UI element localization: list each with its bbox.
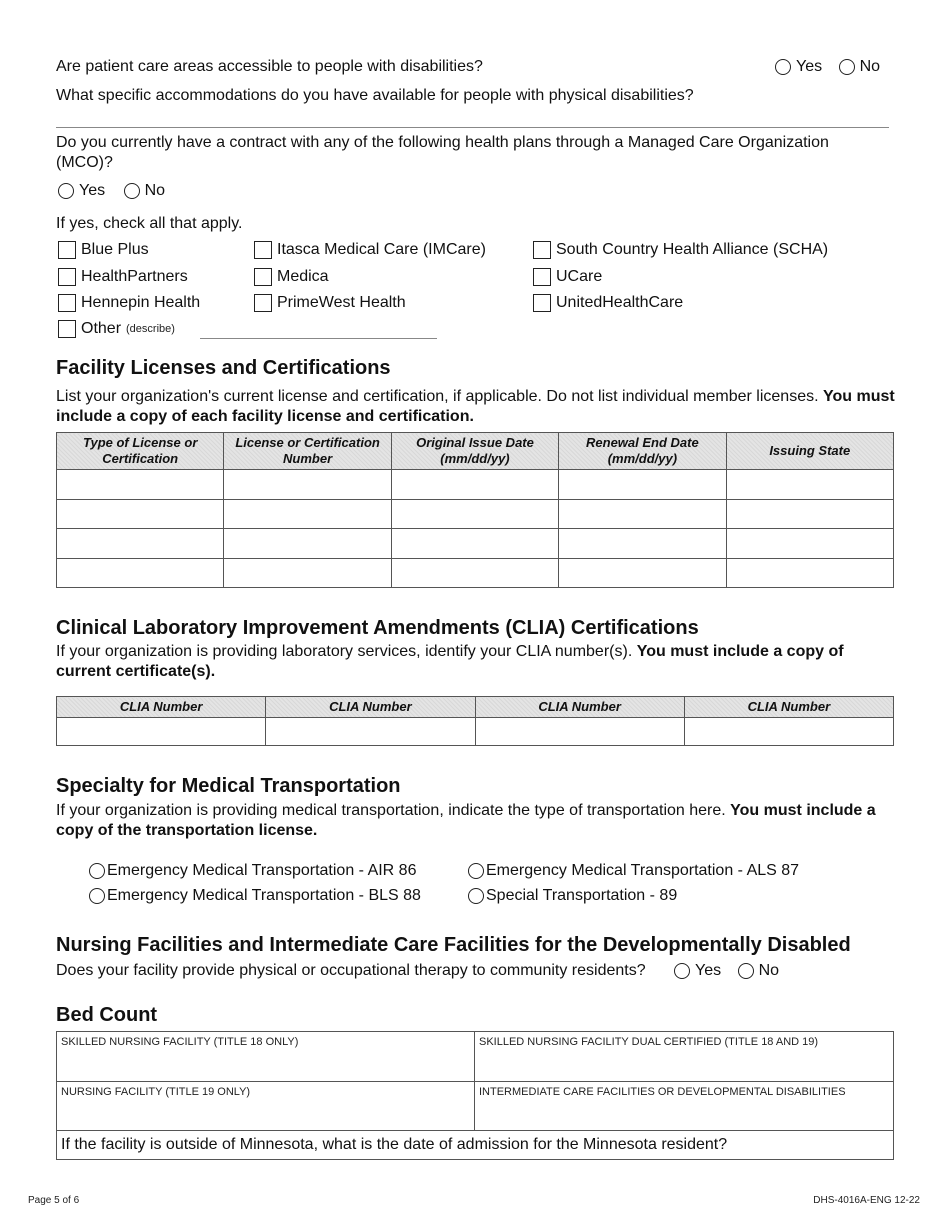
transport-option-special[interactable]: Special Transportation - 89 xyxy=(468,886,677,906)
column-header: CLIA Number xyxy=(266,697,475,718)
plan-checkbox-scha[interactable]: South Country Health Alliance (SCHA) xyxy=(533,240,828,260)
table-cell[interactable] xyxy=(224,559,391,588)
clia-title: Clinical Laboratory Improvement Amendments (CLIA) Certifications xyxy=(56,617,699,639)
checkbox[interactable] xyxy=(58,268,76,286)
clia-table xyxy=(56,696,894,746)
table-cell[interactable] xyxy=(559,529,726,559)
checkbox[interactable] xyxy=(58,294,76,312)
table-cell[interactable] xyxy=(726,559,893,588)
radio-button[interactable] xyxy=(468,888,484,904)
checkbox[interactable] xyxy=(254,241,272,259)
plan-checkbox-itasca[interactable]: Itasca Medical Care (IMCare) xyxy=(254,240,486,260)
mco-yes-option[interactable]: Yes xyxy=(58,181,105,201)
accessibility-options xyxy=(775,57,880,81)
licenses-title: Facility Licenses and Certifications xyxy=(56,357,391,379)
accessibility-no-option[interactable]: No xyxy=(839,57,880,77)
radio-button[interactable] xyxy=(839,59,855,75)
licenses-intro: List your organization's current license and certification, if applicable. Do not list individual member licenses. You must include a copy of each facility license and certification. xyxy=(56,388,895,425)
column-header: Issuing State xyxy=(726,433,893,470)
bed-cell-icf-dd[interactable]: INTERMEDIATE CARE FACILITIES OR DEVELOPMENTAL DISABILITIES xyxy=(475,1082,893,1131)
table-cell[interactable] xyxy=(559,559,726,588)
check-all-label: If yes, check all that apply. xyxy=(56,215,243,232)
table-cell[interactable] xyxy=(475,718,684,746)
nursing-title: Nursing Facilities and Intermediate Care Facilities for the Developmentally Disabled xyxy=(56,934,851,956)
column-header: Renewal End Date (mm/dd/yy) xyxy=(559,433,726,470)
table-cell[interactable] xyxy=(391,500,558,529)
table-cell[interactable] xyxy=(726,500,893,529)
mco-no-option[interactable]: No xyxy=(124,181,165,201)
bed-count-box xyxy=(56,1031,894,1160)
radio-button[interactable] xyxy=(58,183,74,199)
clia-intro: If your organization is providing laboratory services, identify your CLIA number(s). You must include a copy of current certificate(s). xyxy=(56,643,844,680)
plan-checkbox-healthpartners[interactable]: HealthPartners xyxy=(58,267,188,287)
table-cell[interactable] xyxy=(391,559,558,588)
table-cell[interactable] xyxy=(224,500,391,529)
plan-checkbox-unitedhealthcare[interactable]: UnitedHealthCare xyxy=(533,293,683,313)
nursing-no-option[interactable]: No xyxy=(738,961,779,981)
checkbox[interactable] xyxy=(58,320,76,338)
nursing-question: Does your facility provide physical or occupational therapy to community residents? xyxy=(56,962,646,979)
bed-cell-nf-title19[interactable]: NURSING FACILITY (TITLE 19 ONLY) xyxy=(57,1082,475,1131)
table-row xyxy=(57,718,894,746)
table-cell[interactable] xyxy=(57,718,266,746)
radio-button[interactable] xyxy=(89,863,105,879)
plan-checkbox-hennepin-health[interactable]: Hennepin Health xyxy=(58,293,200,313)
nursing-options xyxy=(674,961,779,985)
form-number: DHS-4016A-ENG 12-22 xyxy=(813,1195,920,1206)
table-cell[interactable] xyxy=(57,500,224,529)
plan-checkbox-ucare[interactable]: UCare xyxy=(533,267,602,287)
column-header: License or Certification Number xyxy=(224,433,391,470)
plan-checkbox-other[interactable]: Other (describe) xyxy=(58,319,175,339)
nursing-yes-option[interactable]: Yes xyxy=(674,961,721,981)
radio-button[interactable] xyxy=(738,963,754,979)
checkbox[interactable] xyxy=(533,241,551,259)
bed-cell-snf-title18[interactable]: SKILLED NURSING FACILITY (TITLE 18 ONLY) xyxy=(57,1032,475,1082)
transport-intro: If your organization is providing medical transportation, indicate the type of transportation here. You must include a copy of the transportation license. xyxy=(56,802,876,839)
bed-cell-snf-dual[interactable]: SKILLED NURSING FACILITY DUAL CERTIFIED (TITLE 18 AND 19) xyxy=(475,1032,893,1082)
table-cell[interactable] xyxy=(391,470,558,500)
column-header: CLIA Number xyxy=(57,697,266,718)
table-cell[interactable] xyxy=(559,470,726,500)
radio-button[interactable] xyxy=(468,863,484,879)
accommodations-input-line[interactable] xyxy=(56,127,889,128)
radio-button[interactable] xyxy=(775,59,791,75)
table-header-row xyxy=(57,697,894,718)
radio-button[interactable] xyxy=(124,183,140,199)
accommodations-question: What specific accommodations do you have available for people with physical disabilities? xyxy=(56,87,694,104)
transport-option-air[interactable]: Emergency Medical Transportation - AIR 86 xyxy=(89,861,416,881)
table-cell[interactable] xyxy=(684,718,893,746)
transport-option-bls[interactable]: Emergency Medical Transportation - BLS 88 xyxy=(89,886,421,906)
column-header: Type of License or Certification xyxy=(57,433,224,470)
table-cell[interactable] xyxy=(224,470,391,500)
table-header-row xyxy=(57,433,894,470)
table-row xyxy=(57,470,894,500)
table-row xyxy=(57,559,894,588)
table-cell[interactable] xyxy=(726,529,893,559)
transport-option-als[interactable]: Emergency Medical Transportation - ALS 87 xyxy=(468,861,799,881)
checkbox[interactable] xyxy=(58,241,76,259)
radio-button[interactable] xyxy=(674,963,690,979)
mco-options xyxy=(58,181,165,205)
table-cell[interactable] xyxy=(266,718,475,746)
checkbox[interactable] xyxy=(533,294,551,312)
plan-checkbox-medica[interactable]: Medica xyxy=(254,267,329,287)
column-header: Original Issue Date (mm/dd/yy) xyxy=(391,433,558,470)
plan-checkbox-primewest[interactable]: PrimeWest Health xyxy=(254,293,406,313)
accessibility-yes-option[interactable]: Yes xyxy=(775,57,822,77)
table-row xyxy=(57,500,894,529)
table-cell[interactable] xyxy=(559,500,726,529)
page-number: Page 5 of 6 xyxy=(28,1195,80,1206)
licenses-table xyxy=(56,432,894,588)
outside-minnesota-question[interactable]: If the facility is outside of Minnesota, what is the date of admission for the Minnesota resident? xyxy=(61,1136,728,1153)
checkbox[interactable] xyxy=(533,268,551,286)
table-cell[interactable] xyxy=(57,470,224,500)
transport-title: Specialty for Medical Transportation xyxy=(56,775,401,797)
plan-checkbox-blue-plus[interactable]: Blue Plus xyxy=(58,240,149,260)
checkbox[interactable] xyxy=(254,268,272,286)
other-describe-line[interactable] xyxy=(200,338,437,339)
beds-title: Bed Count xyxy=(56,1004,158,1026)
column-header: CLIA Number xyxy=(684,697,893,718)
table-row xyxy=(57,529,894,559)
table-cell[interactable] xyxy=(57,529,224,559)
radio-button[interactable] xyxy=(89,888,105,904)
checkbox[interactable] xyxy=(254,294,272,312)
table-cell[interactable] xyxy=(57,559,224,588)
table-cell[interactable] xyxy=(224,529,391,559)
mco-question: Do you currently have a contract with any of the following health plans through a Managed Care Organization (MCO)? xyxy=(56,134,829,171)
table-cell[interactable] xyxy=(726,470,893,500)
accessibility-question: Are patient care areas accessible to people with disabilities? xyxy=(56,58,483,75)
column-header: CLIA Number xyxy=(475,697,684,718)
table-cell[interactable] xyxy=(391,529,558,559)
